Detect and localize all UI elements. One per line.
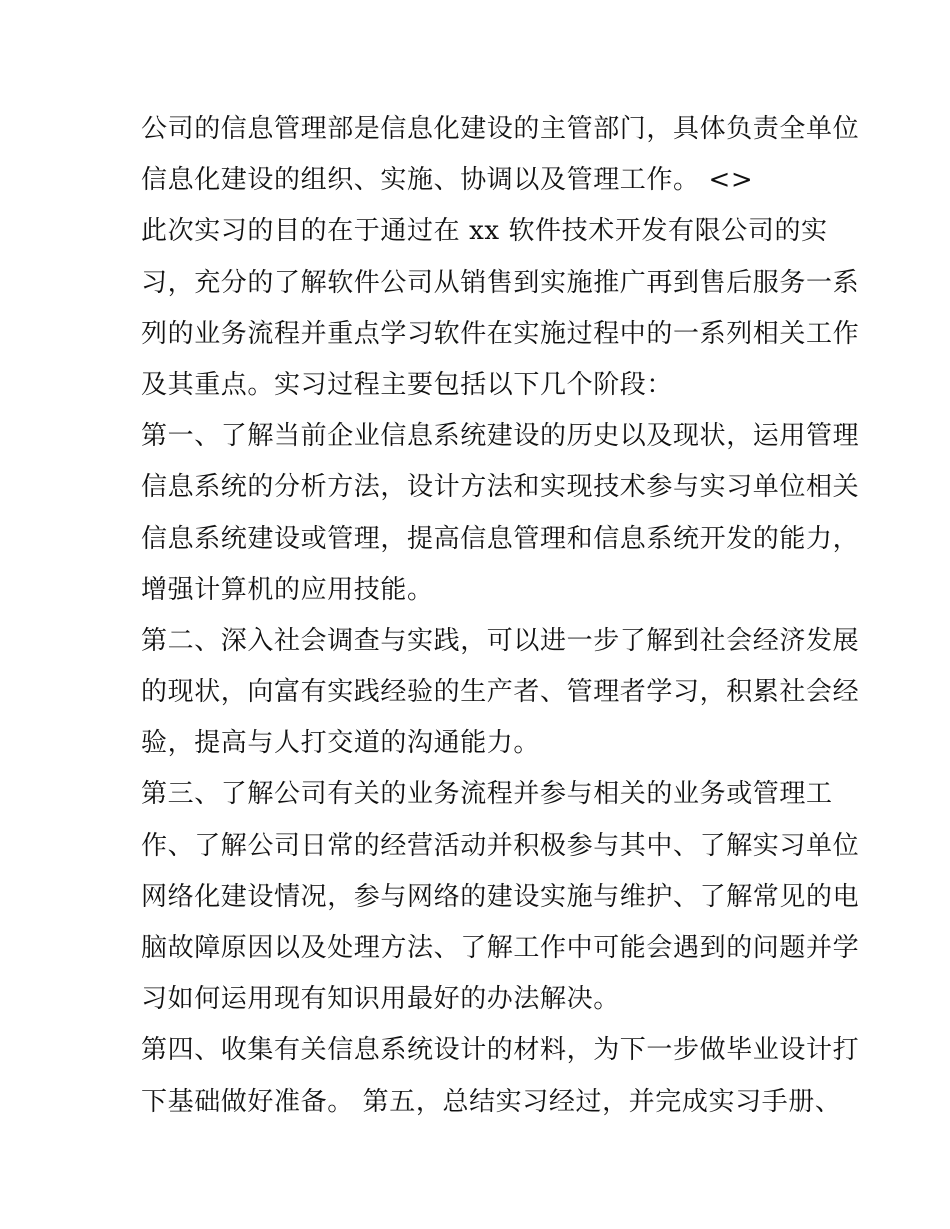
document-body	[141, 104, 860, 1128]
text-line: 信息系统建设或管理，提高信息管理和信息系统开发的能力，	[141, 523, 860, 554]
text-line: 第四、收集有关信息系统设计的材料，为下一步做毕业设计打	[141, 1035, 860, 1066]
text-line: 第一、了解当前企业信息系统建设的历史以及现状，运用管理	[141, 421, 860, 452]
text-line: 第二、深入社会调查与实践，可以进一步了解到社会经济发展	[141, 625, 860, 656]
text-line: 此次实习的目的在于通过在 xx 软件技术开发有限公司的实	[141, 216, 828, 247]
text-line: 作、了解公司日常的经营活动并积极参与其中、了解实习单位	[141, 830, 860, 861]
text-line: 列的业务流程并重点学习软件在实施过程中的一系列相关工作	[141, 318, 860, 349]
text-line: 网络化建设情况，参与网络的建设实施与维护、了解常见的电	[141, 881, 860, 912]
text-line: 信息化建设的组织、实施、协调以及管理工作。 <>	[141, 165, 754, 196]
text-line: 增强计算机的应用技能。	[141, 574, 434, 605]
text-line: 及其重点。实习过程主要包括以下几个阶段：	[141, 369, 674, 400]
text-line: 信息系统的分析方法，设计方法和实现技术参与实习单位相关	[141, 472, 860, 503]
text-line: 习，充分的了解软件公司从销售到实施推广再到售后服务一系	[141, 267, 860, 298]
text-line: 下基础做好准备。 第五，总结实习经过，并完成实习手册、	[141, 1086, 842, 1117]
text-line: 第三、了解公司有关的业务流程并参与相关的业务或管理工	[141, 779, 833, 810]
text-line: 公司的信息管理部是信息化建设的主管部门，具体负责全单位	[141, 114, 860, 144]
text-line: 习如何运用现有知识用最好的办法解决。	[141, 984, 620, 1015]
text-line: 脑故障原因以及处理方法、了解工作中可能会遇到的问题并学	[141, 933, 860, 963]
text-line: 的现状，向富有实践经验的生产者、管理者学习，积累社会经	[141, 677, 860, 708]
text-line: 验，提高与人打交道的沟通能力。	[141, 728, 541, 759]
